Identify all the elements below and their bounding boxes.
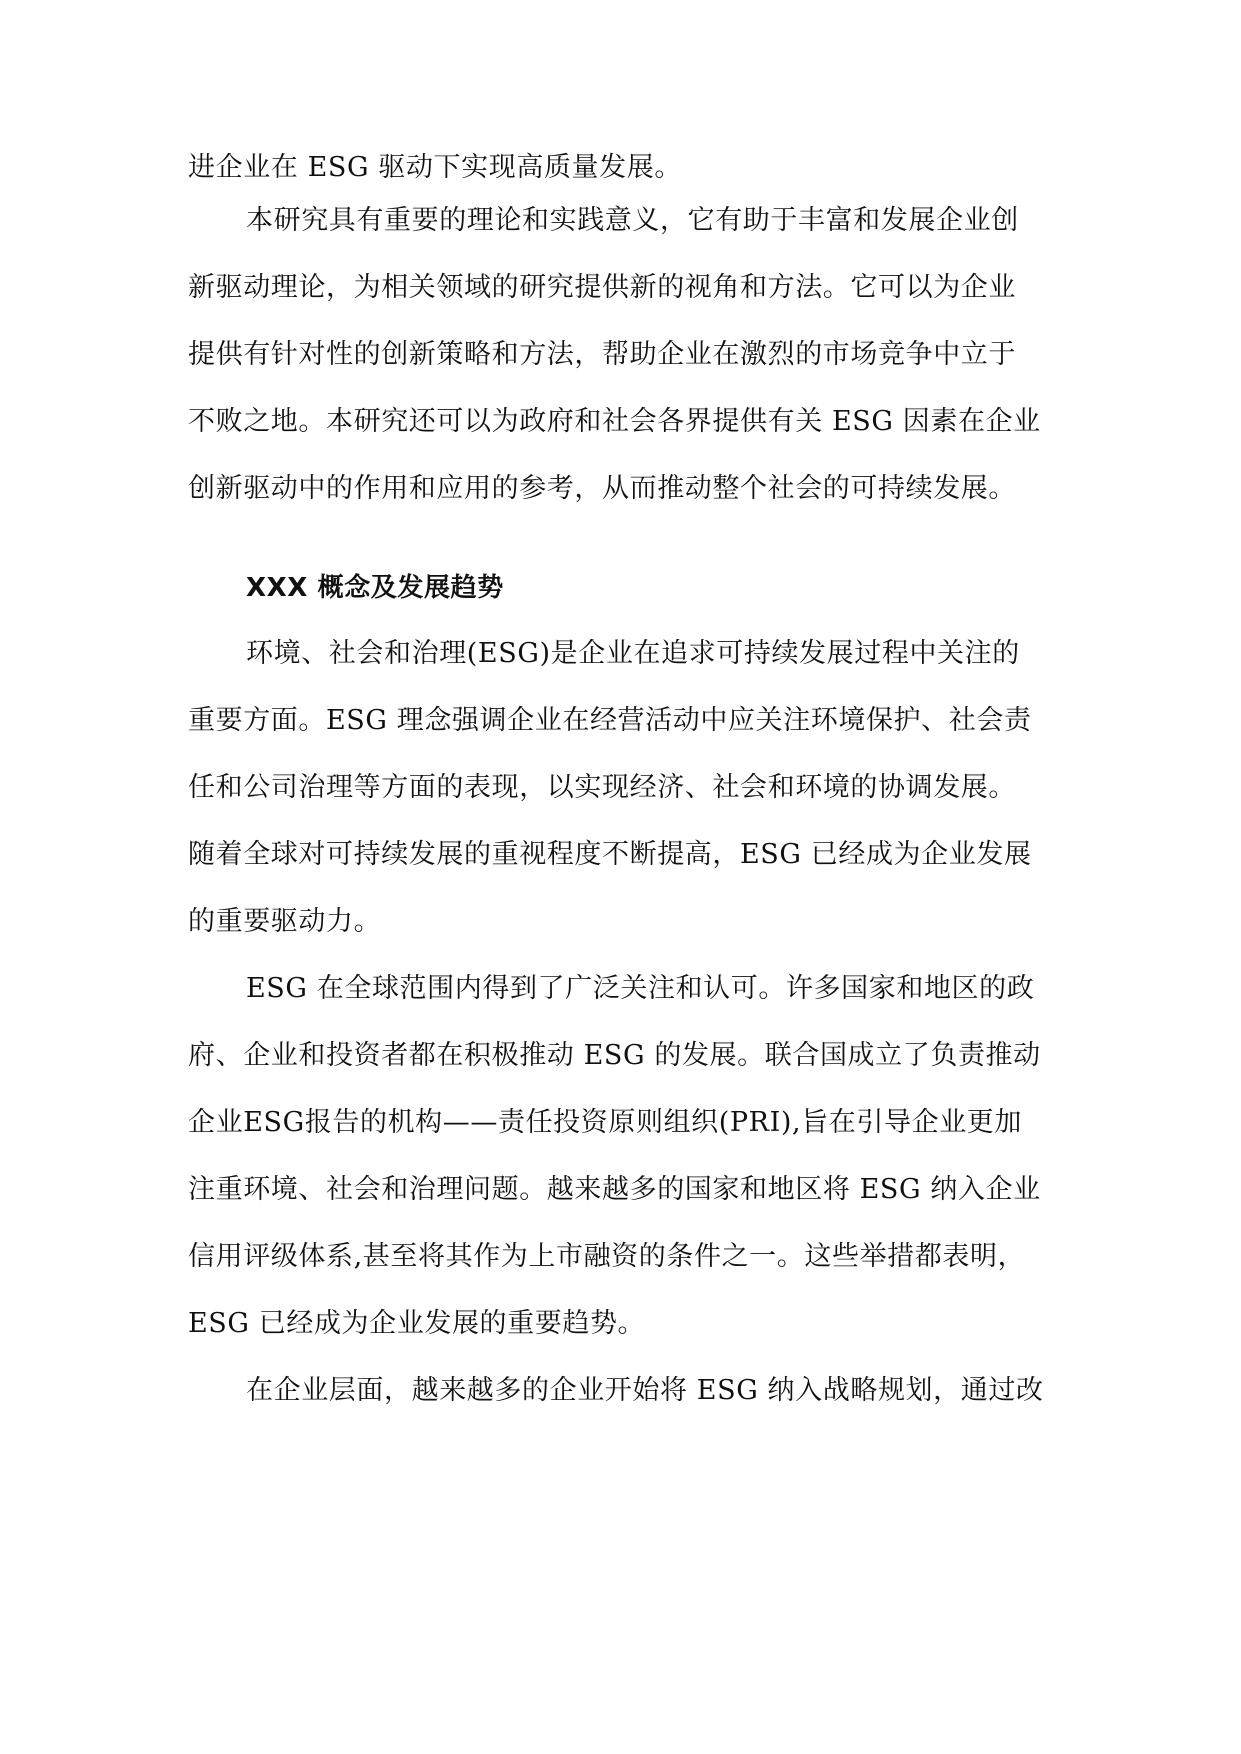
- paragraph-first-line: 环境、社会和治理(ESG)是企业在追求可持续发展过程中关注的: [246, 638, 1020, 669]
- section-heading: XXX 概念及发展趋势: [246, 573, 504, 603]
- text-line: 重要方面。ESG 理念强调企业在经营活动中应关注环境保护、社会责: [188, 705, 1032, 736]
- text-line: 随着全球对可持续发展的重视程度不断提高，ESG 已经成为企业发展: [188, 839, 1032, 870]
- paragraph-first-line: 本研究具有重要的理论和实践意义，它有助于丰富和发展企业创: [246, 205, 1019, 236]
- text-line: ESG 已经成为企业发展的重要趋势。: [188, 1308, 646, 1339]
- text-line: 提供有针对性的创新策略和方法，帮助企业在激烈的市场竞争中立于: [188, 339, 1016, 370]
- text-line: 企业ESG报告的机构——责任投资原则组织(PRI),旨在引导企业更加: [188, 1107, 1022, 1138]
- paragraph-first-line: ESG 在全球范围内得到了广泛关注和认可。许多国家和地区的政: [246, 973, 1035, 1004]
- text-line: 进企业在 ESG 驱动下实现高质量发展。: [188, 152, 682, 183]
- text-line: 信用评级体系,甚至将其作为上市融资的条件之一。这些举措都表明，: [188, 1241, 1026, 1272]
- text-line: 的重要驱动力。: [188, 906, 382, 937]
- text-line: 任和公司治理等方面的表现，以实现经济、社会和环境的协调发展。: [188, 772, 1016, 803]
- text-line: 创新驱动中的作用和应用的参考，从而推动整个社会的可持续发展。: [188, 473, 1016, 504]
- text-line: 不败之地。本研究还可以为政府和社会各界提供有关 ESG 因素在企业: [188, 406, 1041, 437]
- paragraph-first-line: 在企业层面，越来越多的企业开始将 ESG 纳入战略规划，通过改: [246, 1375, 1044, 1406]
- text-line: 新驱动理论，为相关领域的研究提供新的视角和方法。它可以为企业: [188, 272, 1016, 303]
- text-line: 注重环境、社会和治理问题。越来越多的国家和地区将 ESG 纳入企业: [188, 1174, 1041, 1205]
- text-line: 府、企业和投资者都在积极推动 ESG 的发展。联合国成立了负责推动: [188, 1040, 1041, 1071]
